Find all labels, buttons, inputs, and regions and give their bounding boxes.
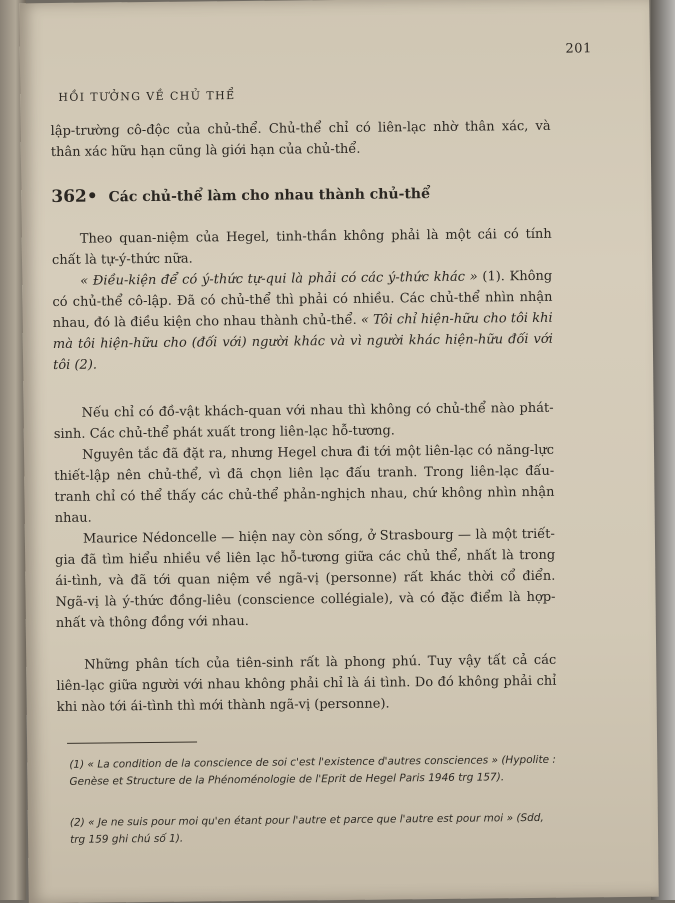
running-head: HỒI TƯỞNG VỀ CHỦ THỂ xyxy=(58,89,236,104)
quote-existence: « Tôi chỉ hiện-hữu cho tôi khi mà tôi hiện-hữu cho (đối với) người khác và vì người khác hiện-hữu đối với tôi (2). xyxy=(52,310,553,373)
book-page xyxy=(19,0,658,903)
section-heading xyxy=(51,183,430,207)
footnote-1: (1) « La condition de la conscience de soi c'est l'existence d'autres consciences » (Hypolite : Genèse et Structure de la Phénoménologie de l'Eprit de Hegel Paris 1946 trg 157). xyxy=(69,753,556,788)
paragraph-analysis: Những phân tích của tiên-sinh rất là phong phú. Tuy vậy tất cả các liên-lạc giữa người với nhau không phải chỉ là ái tình. Do đó không phải chỉ khi nào tới ái-tình thì mới thành ngã-vị (personne). xyxy=(56,652,557,715)
quote-condition: « Điều-kiện để có ý-thức tự-qui là phải có các ý-thức khác » xyxy=(80,269,478,289)
paragraph-conditions xyxy=(52,266,553,376)
footnote-2: (2) « Je ne suis pour moi qu'en étant pour l'autre et parce que l'autre est pour moi » (Sdd, trg 159 ghi chú số 1). xyxy=(69,811,544,846)
paragraph-principle: Nguyên tắc đã đặt ra, nhưng Hegel chưa đi tới một liên-lạc có năng-lực thiết-lập nên chủ-thể, vì đã chọn liên lạc đấu tranh. Trong liên-lạc đấu-tranh chỉ có thể thấy các chủ-thể phản-nghịch nhau, chứ không nhìn nhận nhau. xyxy=(54,442,555,526)
section-title: Các chủ-thể làm cho nhau thành chủ-thể xyxy=(108,186,431,206)
paragraph-nedoncelle: Maurice Nédoncelle — hiện nay còn sống, ở Strasbourg — là một triết-gia đã tìm hiểu nhiều về liên lạc hỗ-tương giữa các chủ thể, nhất là trong ái-tình, và đã tới quan niệm về ngã-vị (personne) rất khác thời cổ điển. Ngã-vị là ý-thức đồng-liêu (conscience collégiale), và có đặc điểm là hợp-nhất và thông đồng với nhau. xyxy=(55,526,556,631)
paragraph-objects: Nếu chỉ có đồ-vật khách-quan với nhau thì không có chủ-thể nào phát-sinh. Các chủ-thể phát xuất trong liên-lạc hỗ-tương. xyxy=(53,400,554,442)
page-number: 201 xyxy=(565,41,592,57)
section-number: 362• xyxy=(51,186,98,207)
paragraph-hegel: Theo quan-niệm của Hegel, tinh-thần không phải là một cái có tính chất là tự-ý-thức nữa. xyxy=(51,226,552,268)
continuation-paragraph: lập-trường cô-độc của chủ-thể. Chủ-thể chỉ có liên-lạc nhờ thân xác, và thân xác hữu hạn cũng là giới hạn của chủ-thể. xyxy=(50,118,551,161)
footnote-divider xyxy=(67,742,197,744)
paragraph-conditions-text: (1). Không có chủ-thể cô-lập. Đã có chủ-thể thì phải có nhiều. Các chủ-thể nhìn nhận nhau, đó là điều kiện cho nhau thành chủ-thể. xyxy=(52,268,553,331)
